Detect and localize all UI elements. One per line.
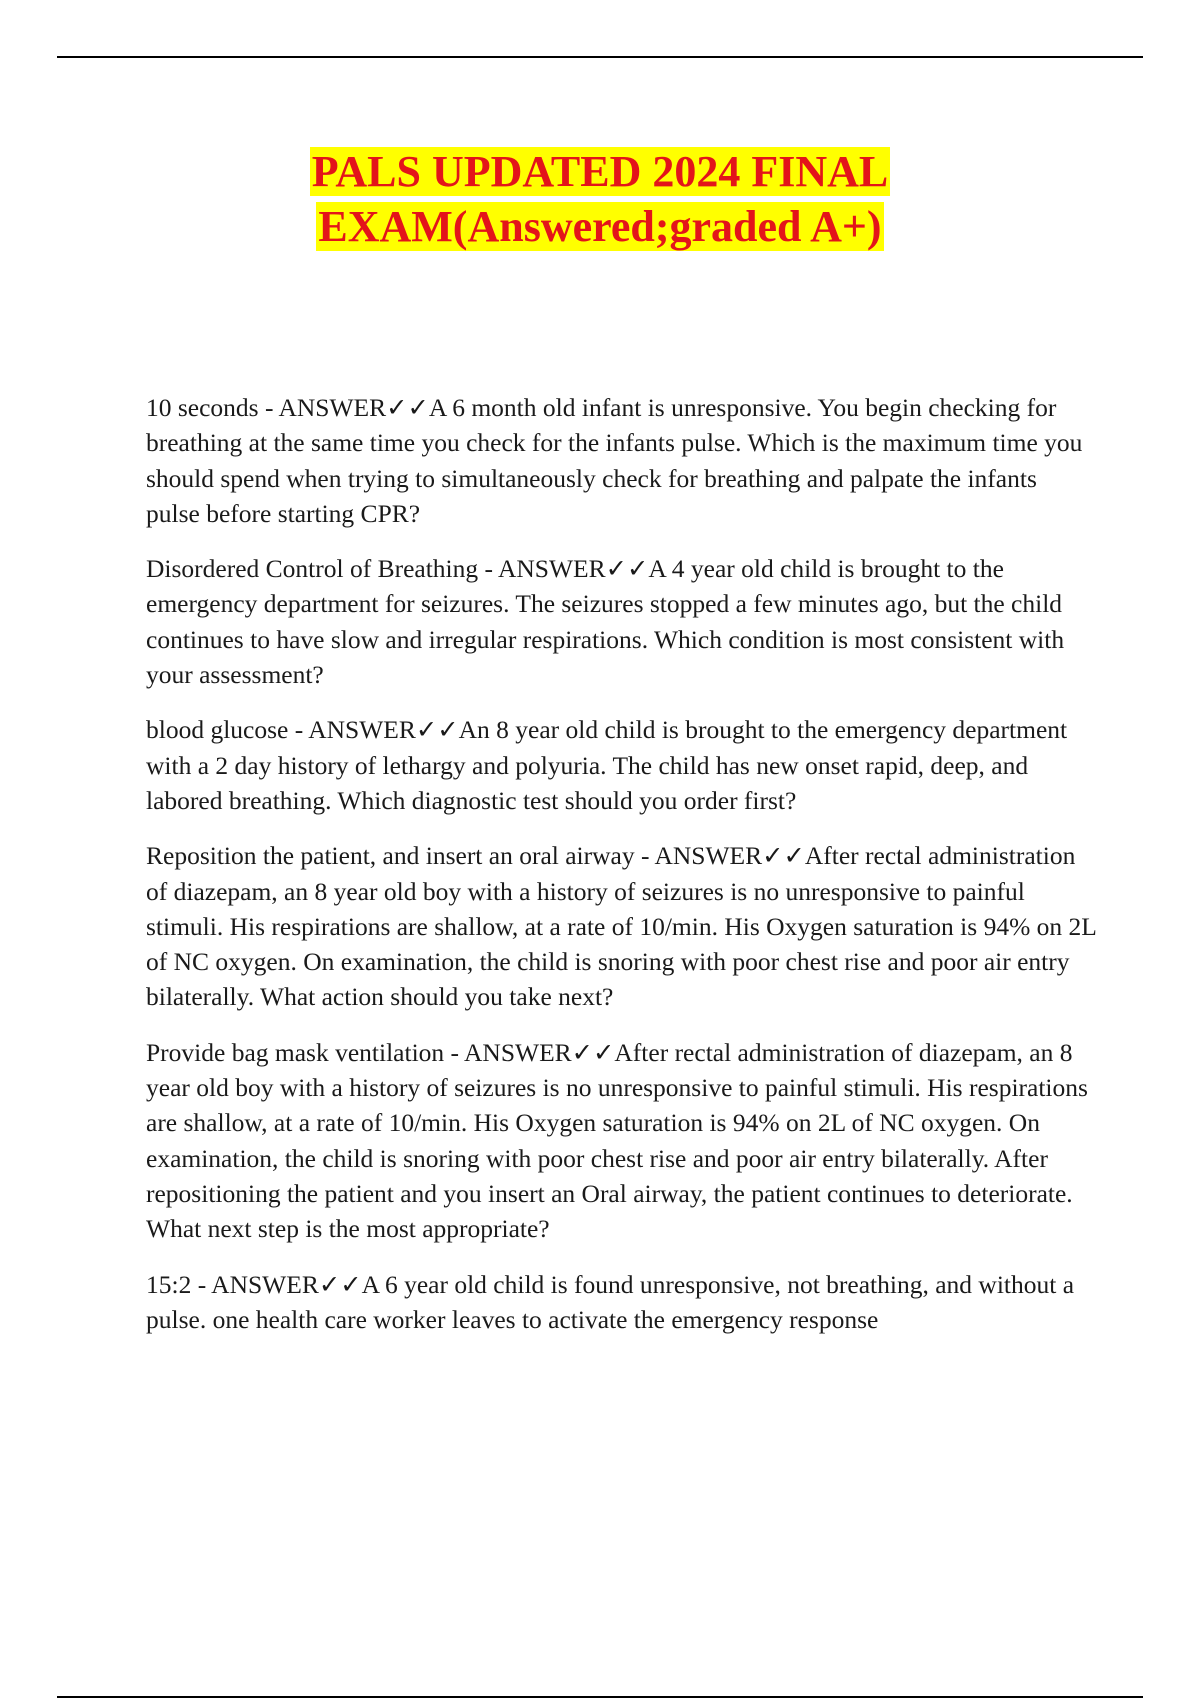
question-answer-item: 10 seconds - ANSWER✓✓A 6 month old infant is unresponsive. You begin checking for breathing at the same time you check for the infants pulse. Which is the maximum time you should spend when trying to simultaneously check for breathing and palpate the infants pulse before starting CPR? [146,393,1083,528]
document-title [310,144,891,254]
question-answer-item: blood glucose - ANSWER✓✓An 8 year old child is brought to the emergency department with a 2 day history of lethargy and polyuria. The child has new onset rapid, deep, and labored breathing. Which diagnostic test should you order first? [146,715,1068,815]
question-list [146,390,1096,1357]
title-line-1: PALS UPDATED 2024 FINAL [311,147,889,196]
question-answer-item: Reposition the patient, and insert an oral airway - ANSWER✓✓After rectal administration of diazepam, an 8 year old boy with a history of seizures is no unresponsive to painful stimuli. His respirations are shallow, at a rate of 10/min. His Oxygen saturation is 94% on 2L of NC oxygen. On examination, the child is snoring with poor chest rise and poor air entry bilaterally. What action should you take next? [146,841,1096,1012]
title-line-2: EXAM(Answered;graded A+) [318,202,882,251]
question-answer-item: Provide bag mask ventilation - ANSWER✓✓After rectal administration of diazepam, an 8 year old boy with a history of seizures is no unresponsive to painful stimuli. His respirations are shallow, at a rate of 10/min. His Oxygen saturation is 94% on 2L of NC oxygen. On examination, the child is snoring with poor chest rise and poor air entry bilaterally. After repositioning the patient and you insert an Oral airway, the patient continues to deteriorate. What next step is the most appropriate? [146,1037,1088,1244]
question-answer-item: Disordered Control of Breathing - ANSWER✓✓A 4 year old child is brought to the emergency department for seizures. The seizures stopped a few minutes ago, but the child continues to have slow and irregular respirations. Which condition is most consistent with your assessment? [146,554,1065,690]
question-answer-item: 15:2 - ANSWER✓✓A 6 year old child is found unresponsive, not breathing, and without a pulse. one health care worker leaves to activate the emergency response [146,1269,1075,1334]
footer-rule [57,1696,1143,1698]
title-block [0,144,1200,254]
header-rule [57,56,1143,58]
